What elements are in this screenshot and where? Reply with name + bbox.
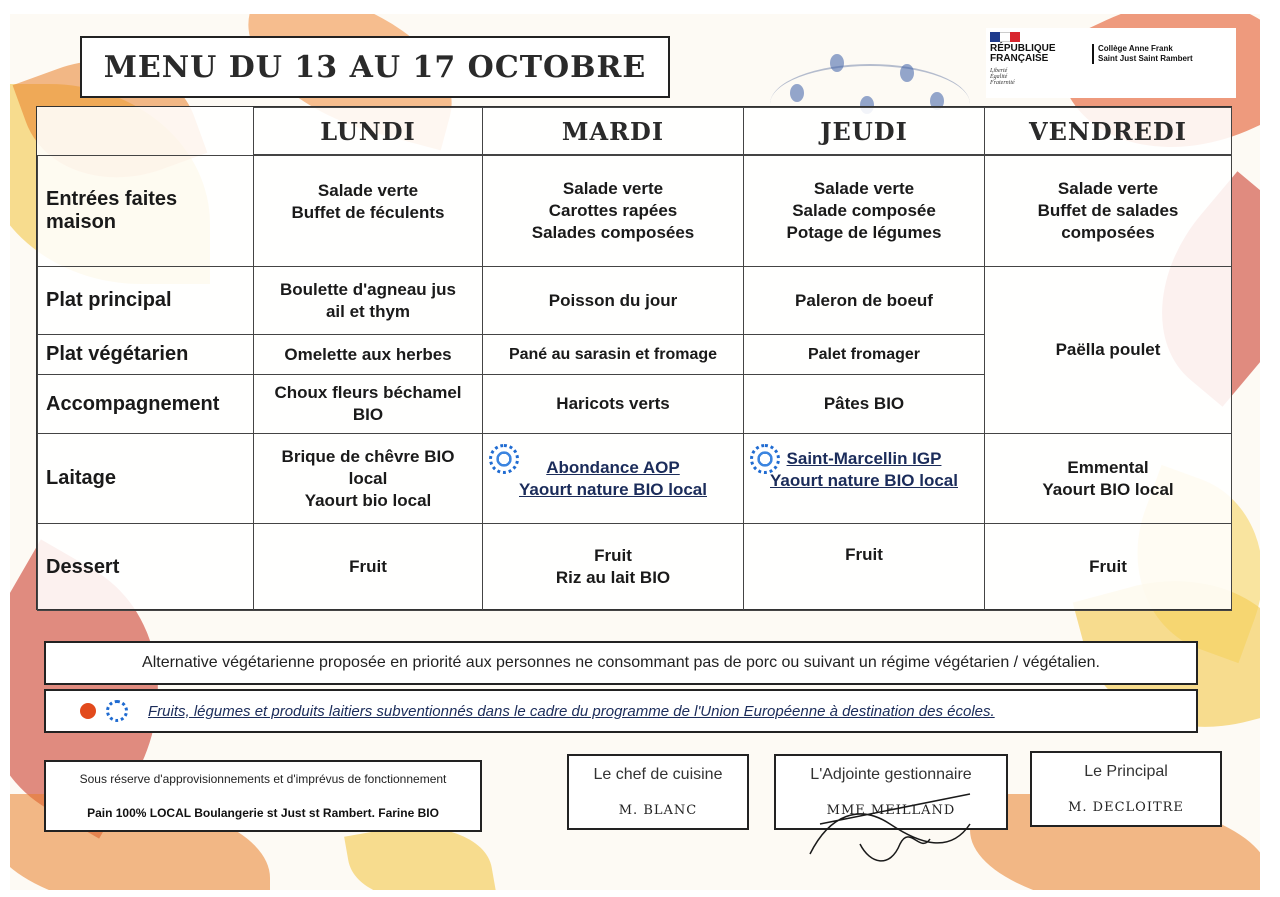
entrees-jeudi: Salade verte Salade composée Potage de légumes: [743, 155, 985, 267]
row-label-plat-principal: Plat principal: [37, 266, 254, 335]
entrees-mardi: Salade verte Carottes rapées Salades composées: [482, 155, 744, 267]
day-header-vendredi: VENDREDI: [984, 107, 1232, 155]
menu-table: [36, 106, 1232, 610]
principal-signature-box: Le Principal M. DECLOITRE: [1030, 751, 1222, 827]
row-label-plat-vegetarien: Plat végétarien: [37, 334, 254, 375]
eu-school-program-icon: [750, 444, 780, 474]
plat-vegetarien-jeudi: Palet fromager: [743, 334, 985, 375]
row-label-entrees: Entrées faites maison: [37, 155, 254, 267]
plat-principal-jeudi: Paleron de boeuf: [743, 266, 985, 335]
accompagnement-mardi: Haricots verts: [482, 374, 744, 434]
accompagnement-lundi: Choux fleurs béchamel BIO: [253, 374, 483, 434]
french-flag-icon: [990, 32, 1020, 42]
laitage-vendredi: Emmental Yaourt BIO local: [984, 433, 1232, 524]
laitage-jeudi: Saint-Marcellin IGP Yaourt nature BIO local: [743, 433, 985, 524]
plat-principal-mardi: Poisson du jour: [482, 266, 744, 335]
college-name: Collège Anne Frank Saint Just Saint Rambert: [1092, 44, 1193, 64]
dessert-mardi: Fruit Riz au lait BIO: [482, 523, 744, 611]
apple-icon: [80, 703, 96, 719]
eu-program-note: Fruits, légumes et produits laitiers subventionnés dans le cadre du programme de l'Union Européenne à destination des écoles.: [44, 689, 1198, 733]
gestionnaire-signature-box: L'Adjointe gestionnaire MME MEILLAND: [774, 754, 1008, 830]
republique-motto: Liberté Égalité Fraternité: [990, 68, 1015, 86]
row-label-accompagnement: Accompagnement: [37, 374, 254, 434]
chef-signature-box: Le chef de cuisine M. BLANC: [567, 754, 749, 830]
handwritten-signature: [800, 784, 980, 874]
day-header-mardi: MARDI: [482, 107, 744, 155]
menu-title: MENU DU 13 AU 17 OCTOBRE: [103, 49, 647, 85]
row-label-laitage: Laitage: [37, 433, 254, 524]
entrees-vendredi: Salade verte Buffet de salades composées: [984, 155, 1232, 267]
day-header-jeudi: JEUDI: [743, 107, 985, 155]
plat-vegetarien-mardi: Pané au sarasin et fromage: [482, 334, 744, 375]
entrees-lundi: Salade verte Buffet de féculents: [253, 155, 483, 267]
supply-reserve-box: Sous réserve d'approvisionnements et d'imprévus de fonctionnement Pain 100% LOCAL Boulangerie st Just st Rambert. Farine BIO: [44, 760, 482, 832]
row-label-dessert: Dessert: [37, 523, 254, 611]
plat-vegetarien-lundi: Omelette aux herbes: [253, 334, 483, 375]
accompagnement-jeudi: Pâtes BIO: [743, 374, 985, 434]
vegetarian-note: Alternative végétarienne proposée en priorité aux personnes ne consommant pas de porc ou suivant un régime végétarien / végétalien.: [44, 641, 1198, 685]
dessert-lundi: Fruit: [253, 523, 483, 611]
republique-francaise-logo: [986, 28, 1236, 98]
eu-school-program-icon: [489, 444, 519, 474]
dessert-jeudi: Fruit: [743, 523, 985, 611]
laitage-lundi: Brique de chêvre BIO local Yaourt bio local: [253, 433, 483, 524]
republique-text: RÉPUBLIQUE FRANÇAISE: [990, 43, 1056, 64]
plat-principal-lundi: Boulette d'agneau jus ail et thym: [253, 266, 483, 335]
dessert-vendredi: Fruit: [984, 523, 1232, 611]
vendredi-merged-plat: Paëlla poulet: [984, 266, 1232, 434]
menu-title-box: [80, 36, 670, 98]
eu-stars-icon: [106, 700, 128, 722]
day-header-lundi: LUNDI: [253, 107, 483, 155]
laitage-mardi: Abondance AOP Yaourt nature BIO local: [482, 433, 744, 524]
menu-sheet: [10, 14, 1260, 890]
